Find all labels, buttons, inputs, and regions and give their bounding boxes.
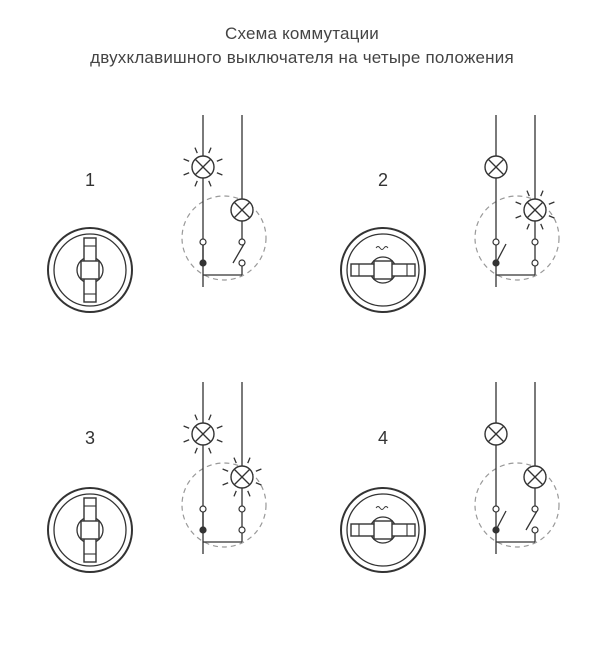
light-ray [209, 181, 211, 187]
diagram-title-line-2: двухклавишного выключателя на четыре положения [90, 48, 514, 67]
light-ray [184, 159, 190, 161]
light-ray [541, 191, 543, 197]
lamp-1-icon [485, 423, 507, 445]
light-ray [256, 469, 262, 471]
terminal [200, 239, 206, 245]
light-ray [223, 483, 229, 485]
light-ray [209, 415, 211, 421]
switch-face-3-icon [48, 488, 132, 572]
light-ray [195, 181, 197, 187]
terminal [532, 260, 538, 266]
wiring-scheme-1 [182, 115, 266, 287]
light-ray [195, 415, 197, 421]
light-ray [195, 148, 197, 154]
light-ray [248, 458, 250, 464]
terminal [239, 527, 245, 533]
diagram-title-line-1: Схема коммутации [224, 24, 380, 43]
terminal [200, 506, 206, 512]
light-ray [256, 483, 262, 485]
rocker-hub [81, 521, 99, 539]
terminal [532, 239, 538, 245]
terminal [239, 260, 245, 266]
light-ray [209, 148, 211, 154]
position-number-1: 1 [84, 170, 95, 190]
terminal [239, 239, 245, 245]
lamp-2-icon [524, 466, 546, 488]
terminal [239, 506, 245, 512]
rocker-hub [374, 521, 392, 539]
junction-dot [493, 527, 499, 533]
light-ray [184, 173, 190, 175]
light-ray [549, 202, 555, 204]
light-ray [541, 224, 543, 230]
light-ray [184, 426, 190, 428]
light-ray [223, 469, 229, 471]
light-ray [527, 191, 529, 197]
terminal [493, 506, 499, 512]
light-ray [209, 448, 211, 454]
lamp-2-icon [231, 199, 253, 221]
light-ray [217, 159, 223, 161]
position-number-2: 2 [377, 170, 388, 190]
junction-dot [200, 527, 206, 533]
wiring-scheme-4 [475, 382, 559, 554]
position-number-4: 4 [377, 428, 388, 448]
light-ray [184, 440, 190, 442]
switch-face-2-icon [341, 228, 425, 312]
switch-face-1-icon [48, 228, 132, 312]
terminal [532, 506, 538, 512]
light-ray [217, 426, 223, 428]
terminal [532, 527, 538, 533]
position-number-3: 3 [84, 428, 95, 448]
switch-face-4-icon [341, 488, 425, 572]
light-ray [549, 216, 555, 218]
light-ray [234, 491, 236, 497]
lamp-1-icon [485, 156, 507, 178]
rocker-hub [374, 261, 392, 279]
terminal [493, 239, 499, 245]
light-ray [248, 491, 250, 497]
wiring-scheme-3 [182, 382, 266, 554]
light-ray [516, 202, 522, 204]
light-ray [527, 224, 529, 230]
junction-dot [200, 260, 206, 266]
light-ray [217, 440, 223, 442]
rocker-hub [81, 261, 99, 279]
wiring-scheme-2 [475, 115, 559, 287]
light-ray [195, 448, 197, 454]
junction-dot [493, 260, 499, 266]
light-ray [217, 173, 223, 175]
light-ray [234, 458, 236, 464]
light-ray [516, 216, 522, 218]
